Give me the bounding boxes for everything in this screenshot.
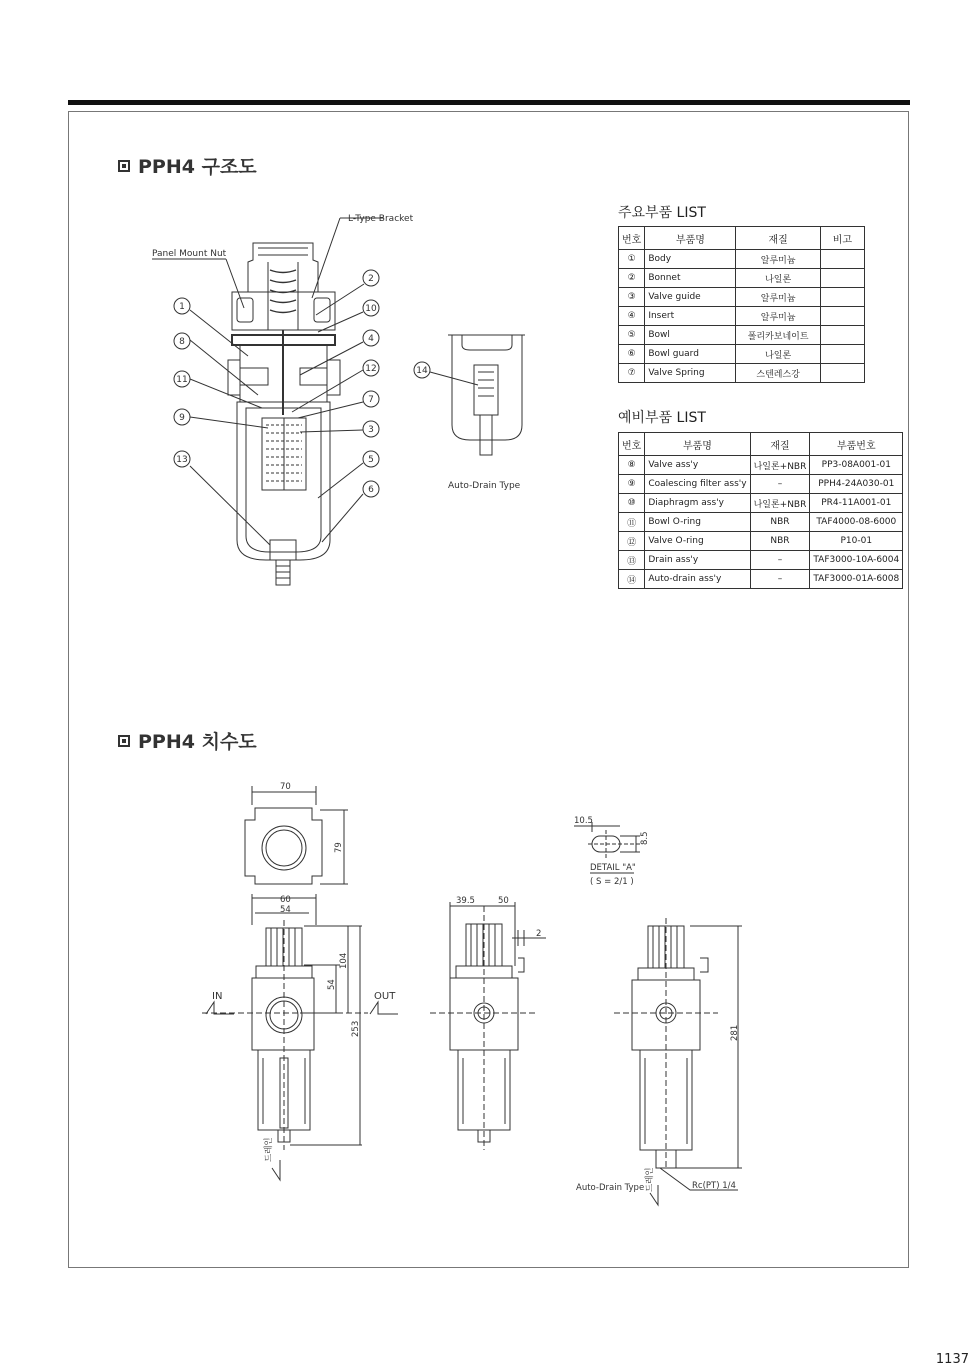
dim-39-5: 39.5 — [456, 896, 475, 906]
material-cell: 스텐레스강 — [736, 364, 820, 383]
dimension-drawings — [202, 786, 742, 1205]
material-cell: – — [750, 570, 810, 589]
part-name-cell: Drain ass'y — [645, 551, 750, 570]
material-cell: 알루미늄 — [736, 288, 820, 307]
spare-parts-title: 예비부품 LIST — [618, 410, 706, 426]
part-code-cell: PPH4-24A030-01 — [810, 475, 903, 494]
drain-label-2: 드레인 — [645, 1167, 655, 1192]
header-cell: 부품명 — [645, 433, 750, 456]
material-cell: – — [750, 475, 810, 494]
part-number-cell: ⑤ — [619, 326, 645, 345]
part-name-cell: Valve O-ring — [645, 532, 750, 551]
header-cell: 부품명 — [645, 227, 736, 250]
material-cell: 나일론 — [736, 345, 820, 364]
part-number-cell: ⑦ — [619, 364, 645, 383]
l-bracket-label: L-Type Bracket — [348, 214, 414, 224]
material-cell: 나일론+NBR — [750, 456, 810, 475]
drain-label: 드레인 — [264, 1137, 274, 1162]
callout-9 — [174, 409, 190, 425]
dim-50: 50 — [498, 896, 509, 906]
dim-54-height: 54 — [327, 979, 337, 990]
header-cell: 재질 — [736, 227, 820, 250]
dim-70: 70 — [280, 782, 291, 792]
dim-54-width: 54 — [280, 905, 291, 915]
dim-8-5: 8.5 — [640, 831, 650, 845]
material-cell: 알루미늄 — [736, 307, 820, 326]
part-number-cell: ⑫ — [619, 532, 645, 551]
part-name-cell: Diaphragm ass'y — [645, 494, 750, 513]
callout-1 — [174, 298, 190, 314]
dim-60: 60 — [280, 895, 291, 905]
material-cell: – — [750, 551, 810, 570]
section-title-structure: PPH4 구조도 — [118, 152, 257, 179]
part-name-cell: Bowl O-ring — [645, 513, 750, 532]
part-code-cell: TAF3000-01A-6008 — [810, 570, 903, 589]
part-code-cell: PR4-11A001-01 — [810, 494, 903, 513]
svg-text:3: 3 — [368, 425, 374, 435]
svg-text:9: 9 — [179, 413, 185, 423]
panel-nut-label: Panel Mount Nut — [152, 249, 227, 259]
callout-7 — [363, 391, 379, 407]
part-name-cell: Auto-drain ass'y — [645, 570, 750, 589]
material-cell: 알루미늄 — [736, 250, 820, 269]
part-name-cell: Insert — [645, 307, 736, 326]
material-cell: 나일론 — [736, 269, 820, 288]
part-number-cell: ② — [619, 269, 645, 288]
auto-drain-label: Auto-Drain Type — [448, 481, 521, 491]
part-name-cell: Coalescing filter ass'y — [645, 475, 750, 494]
part-number-cell: ⑨ — [619, 475, 645, 494]
material-cell: NBR — [750, 532, 810, 551]
svg-text:8: 8 — [179, 337, 185, 347]
header-cell: 부품번호 — [810, 433, 903, 456]
callout-leaders — [152, 218, 478, 545]
dim-104: 104 — [339, 952, 349, 969]
part-number-cell: ⑥ — [619, 345, 645, 364]
callout-10 — [363, 300, 379, 316]
part-name-cell: Valve guide — [645, 288, 736, 307]
svg-text:13: 13 — [176, 455, 188, 465]
header-cell: 재질 — [750, 433, 810, 456]
cross-section-drawing — [228, 243, 525, 585]
svg-text:2: 2 — [368, 274, 374, 284]
detail-scale-label: ( S = 2/1 ) — [590, 877, 634, 887]
callout-11 — [174, 371, 190, 387]
svg-text:5: 5 — [368, 455, 374, 465]
main-parts-title: 주요부품 LIST — [618, 205, 706, 221]
callout-6 — [363, 481, 379, 497]
svg-text:12: 12 — [365, 364, 377, 374]
part-number-cell: ③ — [619, 288, 645, 307]
page-number: 1137 — [935, 1352, 969, 1367]
svg-text:1: 1 — [179, 302, 185, 312]
port-label: Rc(PT) 1/4 — [692, 1181, 736, 1191]
svg-text:14: 14 — [416, 366, 428, 376]
part-number-cell: ⑭ — [619, 570, 645, 589]
out-label: OUT — [374, 991, 396, 1002]
dimension-labels — [212, 782, 740, 1193]
dim-253: 253 — [351, 1020, 361, 1037]
part-name-cell: Valve ass'y — [645, 456, 750, 475]
callout-13 — [174, 451, 190, 467]
material-cell: 나일론+NBR — [750, 494, 810, 513]
part-number-cell: ① — [619, 250, 645, 269]
svg-text:10: 10 — [365, 304, 377, 314]
part-name-cell: Valve Spring — [645, 364, 736, 383]
dim-10-5: 10.5 — [574, 816, 593, 826]
callout-12 — [363, 360, 379, 376]
dim-2: 2 — [536, 929, 542, 939]
header-cell: 비고 — [820, 227, 864, 250]
auto-drain-type-label: Auto-Drain Type — [576, 1183, 645, 1193]
part-number-cell: ⑬ — [619, 551, 645, 570]
part-name-cell: Bowl — [645, 326, 736, 345]
material-cell: 폴리카보네이트 — [736, 326, 820, 345]
part-code-cell: TAF3000-10A-6004 — [810, 551, 903, 570]
callout-3 — [363, 421, 379, 437]
callout-8 — [174, 333, 190, 349]
svg-text:7: 7 — [368, 395, 374, 405]
part-name-cell: Body — [645, 250, 736, 269]
svg-text:11: 11 — [176, 375, 188, 385]
dim-281: 281 — [730, 1024, 740, 1041]
svg-text:4: 4 — [368, 334, 374, 344]
header-cell: 번호 — [619, 227, 645, 250]
section-title-dimensions: PPH4 치수도 — [118, 727, 257, 754]
part-code-cell: PP3-08A001-01 — [810, 456, 903, 475]
part-code-cell: P10-01 — [810, 532, 903, 551]
header-cell: 번호 — [619, 433, 645, 456]
dim-79: 79 — [334, 842, 344, 853]
part-number-cell: ⑧ — [619, 456, 645, 475]
part-code-cell: TAF4000-08-6000 — [810, 513, 903, 532]
callout-5 — [363, 451, 379, 467]
in-label: IN — [212, 991, 223, 1002]
callout-14 — [414, 362, 430, 378]
callout-4 — [363, 330, 379, 346]
material-cell: NBR — [750, 513, 810, 532]
structure-labels — [152, 214, 521, 491]
detail-a-label: DETAIL "A" — [590, 863, 636, 873]
svg-text:6: 6 — [368, 485, 374, 495]
part-name-cell: Bowl guard — [645, 345, 736, 364]
part-number-cell: ⑪ — [619, 513, 645, 532]
callout-2 — [363, 270, 379, 286]
part-name-cell: Bonnet — [645, 269, 736, 288]
part-number-cell: ④ — [619, 307, 645, 326]
part-number-cell: ⑩ — [619, 494, 645, 513]
